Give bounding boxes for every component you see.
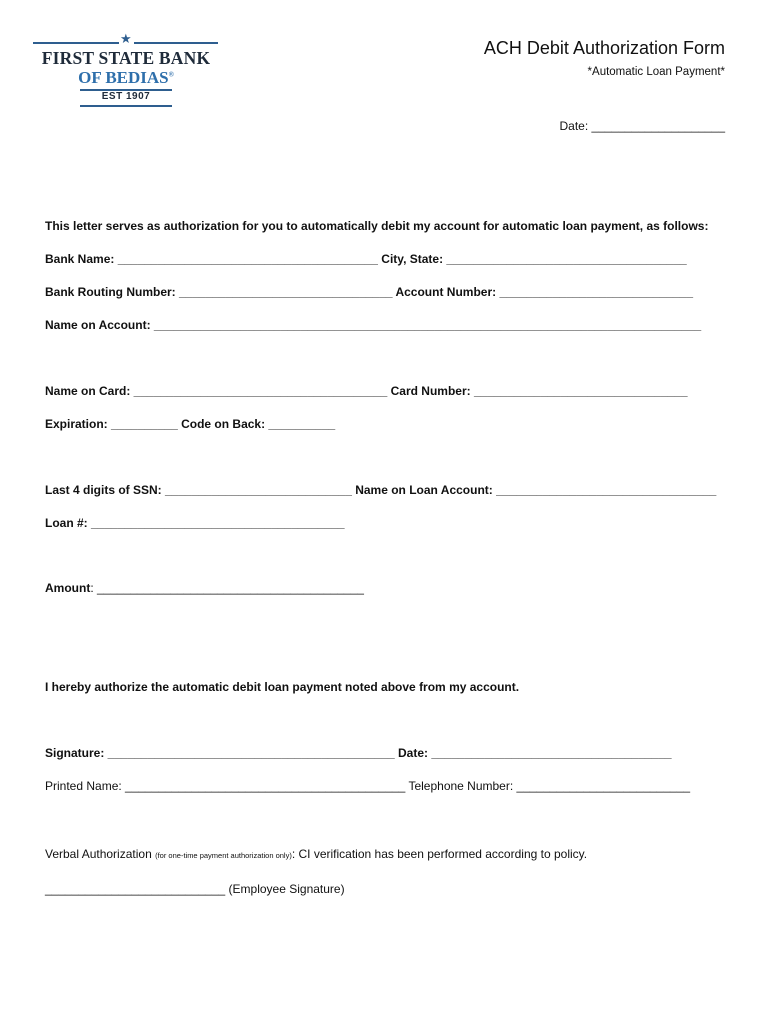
logo-rule	[80, 105, 172, 107]
printed-name-phone-field[interactable]: Printed Name: __________________________________________ Telephone Number: __________________________	[45, 779, 691, 793]
form-title: ACH Debit Authorization Form	[483, 38, 725, 58]
verbal-authorization-line	[45, 847, 587, 861]
verbal-label: Verbal Authorization	[45, 847, 152, 861]
authorization-statement: I hereby authorize the automatic debit loan payment noted above from my account.	[45, 680, 520, 694]
logo-bank-location	[30, 68, 222, 88]
signature-date-field[interactable]: Signature: ___________________________________________ Date: ____________________________________	[45, 746, 672, 760]
ssn-loan-account-field[interactable]: Last 4 digits of SSN: ____________________________ Name on Loan Account: _________________________________	[45, 483, 717, 497]
verbal-note: (for one-time payment authorization only)	[155, 851, 292, 860]
amount-label: Amount	[45, 581, 91, 595]
form-subtitle: *Automatic Loan Payment*	[587, 66, 725, 78]
bank-name-city-field[interactable]: Bank Name: _______________________________________ City, State: ____________________________________	[45, 252, 687, 266]
texas-star-icon: ★	[120, 32, 132, 47]
logo-registered-mark: ®	[168, 70, 174, 79]
logo-bank-name: FIRST STATE BANK	[41, 48, 211, 68]
expiration-code-field[interactable]: Expiration: __________ Code on Back: __________	[45, 417, 336, 431]
loan-number-field[interactable]: Loan #: ______________________________________	[45, 516, 345, 530]
logo-established: EST 1907	[101, 91, 151, 102]
intro-text: This letter serves as authorization for you to automatically debit my account for automatic loan payment, as follows:	[45, 219, 709, 233]
amount-field[interactable]	[45, 581, 364, 595]
logo-rule	[134, 42, 218, 44]
logo-location-text: OF BEDIAS	[78, 68, 169, 87]
amount-blank[interactable]: : ________________________________________	[90, 581, 364, 595]
card-fields[interactable]: Name on Card: ______________________________________ Card Number: ________________________________	[45, 384, 688, 398]
logo-rule	[33, 42, 119, 44]
header-date-field[interactable]: Date: ____________________	[559, 119, 725, 133]
bank-logo	[30, 30, 230, 110]
employee-signature-field[interactable]: ___________________________ (Employee Signature)	[45, 882, 345, 896]
verbal-text: : CI verification has been performed according to policy.	[291, 847, 588, 861]
routing-account-field[interactable]: Bank Routing Number: ________________________________ Account Number: _____________________________	[45, 285, 693, 299]
name-on-account-field[interactable]: Name on Account: __________________________________________________________________________________	[45, 318, 702, 332]
